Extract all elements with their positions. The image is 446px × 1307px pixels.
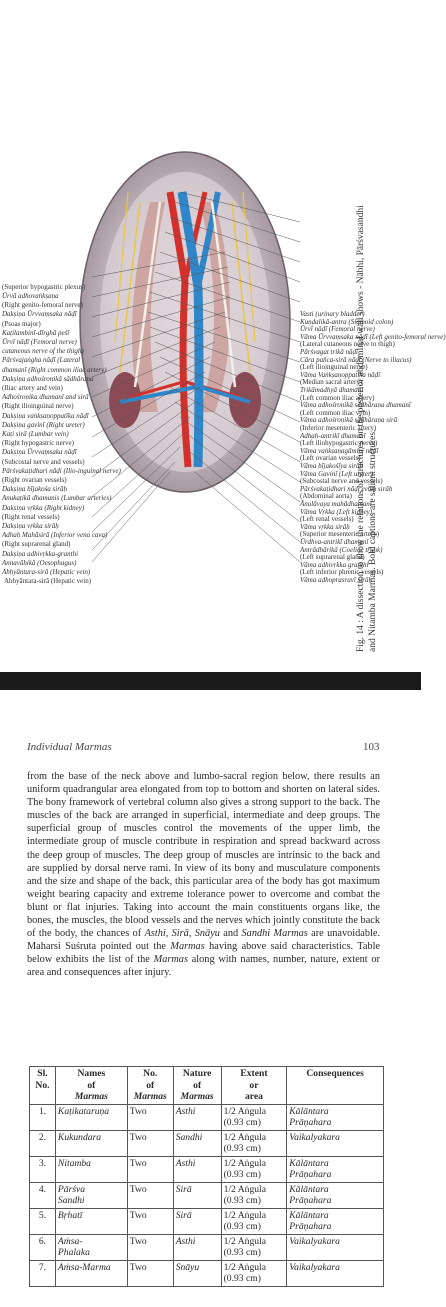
page-number: 103	[363, 741, 380, 753]
figure-label: Abhyāntara-sirā (Hepatic vein)	[2, 568, 91, 576]
col-header-nature: Nature of Marmas	[173, 1067, 221, 1105]
table-row	[30, 1208, 384, 1234]
table-row	[30, 1182, 384, 1208]
figure-label: (Left renal vessels)	[300, 515, 354, 524]
figure-label: Dakṣiṇa bījakośa sirāḥ	[2, 485, 67, 494]
figure-label: (Left suprarenal gland)	[300, 553, 365, 562]
figure-label: Pārśvakaṭidhari nāḍi (Ilio-inguinal nerve)	[2, 466, 121, 475]
table-row	[30, 1260, 384, 1286]
figure-label: Vāma Vaṅkṣaṇoppatīka nāḍī	[300, 370, 381, 379]
figure-label: (Left inferior phrenic vessels)	[300, 568, 384, 577]
figure-label: Dakṣiṇa gavinī (Right ureter)	[2, 420, 85, 429]
figure-label: Ūrvā adhovaṅkṣaṇa	[2, 292, 59, 300]
figure-label: (Left ovarian vessels)	[300, 454, 361, 463]
cell-nature: Asthi	[173, 1104, 221, 1130]
cell-nature: Sandhi	[173, 1130, 221, 1156]
cell-number: Two	[127, 1182, 173, 1208]
running-header-title: Individual Marmas	[27, 741, 112, 753]
cell-nature: Sirā	[173, 1208, 221, 1234]
cell-consequence: Vaikalyakara	[287, 1234, 384, 1260]
figure-label: Adhaḥ Mahāsirā (Inferior vena cava)	[2, 531, 108, 540]
cell-extent: 1/2 Aṅgula (0.93 cm)	[221, 1130, 287, 1156]
col-header-consequences: Consequences	[287, 1067, 384, 1105]
figure-label: Cāra pañca-sirā nāḍī (Nerve to iliacus)	[300, 355, 412, 364]
cell-nature: Asthi	[173, 1156, 221, 1182]
cell-number: Two	[127, 1208, 173, 1234]
figure-label: (Subcostal nerve and vessels)	[2, 457, 85, 466]
figure-label: Dakṣiṇa adhośroṇikā sādhāraṇa	[2, 374, 94, 383]
figure-label: Vāma Gavinī (Left ureter)	[300, 469, 374, 478]
cell-marma-name: Bṛhatī	[55, 1208, 127, 1234]
figure-label: (Right suprarenal gland)	[2, 540, 71, 549]
cell-nature: Snāyu	[173, 1260, 221, 1286]
cell-extent: 1/2 Aṅgula (0.93 cm)	[221, 1208, 287, 1234]
cell-marma-name: Nitamba	[55, 1156, 127, 1182]
paragraph-italic: Marmas	[153, 954, 188, 966]
figure-label: Vasti (urinary bladder)	[300, 310, 365, 318]
figure-label: (Left common iliac artery)	[300, 393, 375, 402]
cell-consequence: Vaikalyakara	[287, 1130, 384, 1156]
figure-label: (Median sacral artery)	[300, 378, 363, 387]
table-body	[30, 1104, 384, 1286]
figure-label: Vāma adhośroṇikā sādhāraṇa dhamanī	[300, 401, 411, 410]
figure-caption-line1: Fig. 14 : A dissection to show the relations of structures on the posterior abdominal wall shows - Nābhi, Pārśvasandhi	[356, 205, 366, 652]
cell-sl: 3.	[30, 1156, 56, 1182]
paragraph-text: and	[219, 928, 242, 940]
figure-label: (Superior mesenteric artery)	[300, 530, 379, 539]
figure-label: (Left ilioinguinal nerve)	[300, 363, 368, 372]
text-page	[0, 690, 421, 1307]
figure-label: dhamanī (Right common iliac artery)	[2, 365, 107, 374]
paragraph-italic: Marmas	[170, 941, 205, 953]
figure-label: Kaṭilambinī-dīrghā peśī	[2, 328, 70, 337]
figure-label: (Subcostal nerve and vessels)	[300, 477, 383, 486]
cell-number: Two	[127, 1156, 173, 1182]
figure-label: Antrādhārikā (Coeliac trunk)	[300, 545, 383, 554]
figure-label: Vāma adhoprasravī sirāḥ	[300, 576, 372, 584]
figure-label: Ūrdhva-antrikī dhamanī	[300, 538, 369, 546]
cell-sl: 4.	[30, 1182, 56, 1208]
cell-nature: Sirā	[173, 1182, 221, 1208]
figure-label: (Inferior mesenteric artery)	[300, 424, 377, 432]
figure-label: (Superior hypogastric plexus)	[2, 282, 86, 291]
figure-label: Pārśvagat trikā nāḍī	[300, 348, 358, 356]
figure-label: (Psoas major)	[2, 319, 41, 328]
figure-label: Dakṣiṇa adhivṛkka-granthi	[2, 549, 79, 558]
figure-label: Adhaḥ-antrikī dhamanī	[300, 431, 366, 440]
cell-number: Two	[127, 1260, 173, 1286]
marma-table	[29, 1066, 384, 1287]
table-row	[30, 1234, 384, 1260]
figure-label: Dakṣiṇa vṛkka (Right kidney)	[2, 503, 85, 512]
cell-consequence: Kālāntara Prāṇahara	[287, 1104, 384, 1130]
figure-label: Dakṣiṇa vaṅkṣaṇoppatīka nāḍī	[2, 411, 89, 420]
figure-label: (Right ovarian vessels)	[2, 476, 67, 484]
figure-label: (Left common iliac vein)	[300, 408, 371, 417]
cell-number: Two	[127, 1130, 173, 1156]
cell-marma-name: Kaṭikataruṇa	[55, 1104, 127, 1130]
figure-label: Dakṣiṇa vṛkka sirāḥ	[2, 522, 59, 530]
paragraph-text: along with names, number, nature, extent or area and consequences after injury.	[27, 954, 380, 979]
cell-sl: 6.	[30, 1234, 56, 1260]
figure-label: Vāma vṛkka sirāḥ	[300, 522, 350, 531]
figure-label: (Right ilioinguinal nerve)	[2, 402, 74, 411]
figure-label: Adhośroṇika dhamanī and sirā	[2, 393, 89, 402]
cell-sl: 7.	[30, 1260, 56, 1286]
figure-label: Annavāhikā (Oesophagus)	[2, 558, 77, 567]
cell-consequence: Kālāntara Prāṇahara	[287, 1208, 384, 1234]
figure-label: cutaneous nerve of the thigh)	[2, 347, 84, 356]
col-header-names: Names of Marmas	[55, 1067, 127, 1105]
figure-label: Kaṭi sirā (Lumbar vein)	[2, 430, 69, 438]
figure-label: Kuṇḍalikā-antra (Sigmoid colon)	[300, 317, 394, 326]
figure-label: Vāma adhivṛkka granthi	[300, 560, 369, 569]
figure-label: Pārśvakaṭidhari nāḍī evaṃ sirāḥ	[300, 484, 393, 493]
figure-label: Ūrvī nāḍī (Femoral nerve)	[300, 325, 375, 334]
cell-marma-name: Pārśva Sandhi	[55, 1182, 127, 1208]
figure-label: (Right genito-femoral nerve)	[2, 301, 83, 310]
col-header-sl: Sl. No.	[30, 1067, 56, 1105]
cell-extent: 1/2 Aṅgula (0.93 cm)	[221, 1156, 287, 1182]
figure-label: Vāma vaṅkṣaṇagāminī nāḍī	[300, 446, 379, 455]
cell-sl: 1.	[30, 1104, 56, 1130]
figure-label: (Abdominal aorta)	[300, 492, 352, 501]
cell-number: Two	[127, 1104, 173, 1130]
col-header-number: No. of Marmas	[127, 1067, 173, 1105]
figure-label: Pārśvajaṅgha nāḍī (Lateral	[2, 356, 81, 365]
cell-sl: 5.	[30, 1208, 56, 1234]
figure-label: Dakṣiṇa Ūrvvaṃsaka nāḍī	[2, 448, 77, 457]
cell-marma-name: Kukundara	[55, 1130, 127, 1156]
cell-sl: 2.	[30, 1130, 56, 1156]
cell-extent: 1/2 Aṅgula (0.93 cm)	[221, 1260, 287, 1286]
cell-marma-name: Aṁsa- Phalaka	[55, 1234, 127, 1260]
figure-label: Ānulāvaya mahādhamanī	[300, 500, 372, 508]
figure-label: Dakṣiṇa Ūrvvaṃsaka nāḍī	[2, 310, 77, 319]
label-column-left	[2, 17, 121, 577]
cell-consequence: Kālāntara Prāṇahara	[287, 1156, 384, 1182]
table-row	[30, 1104, 384, 1130]
cell-extent: 1/2 Aṅgula (0.93 cm)	[221, 1104, 287, 1130]
table-row	[30, 1130, 384, 1156]
cell-nature: Asthi	[173, 1234, 221, 1260]
figure-label: Anukaṭikā dhamanis (Lumbar arteries)	[2, 494, 112, 503]
figure-label: (Right hypogastric nerve)	[2, 439, 74, 448]
figure-label: (Left iliohypogastric nerve)	[300, 439, 378, 448]
cell-marma-name: Aṁsa-Marma	[55, 1260, 127, 1286]
col-header-extent: Extent or area	[221, 1067, 287, 1105]
figure-label: Vāma adhośroṇikā sādhāraṇa sirā	[300, 416, 398, 425]
figure-caption-line2: and Nitamba Marmas. Bold captions are salient structures.	[368, 429, 378, 652]
figure-label: Abhyāntara-sirā (Hepatic vein)	[4, 577, 92, 585]
figure-label: Trikāmadhyā dhamanī	[300, 386, 364, 394]
table-header-row	[30, 1067, 384, 1105]
cell-extent: 1/2 Aṅgula (0.93 cm)	[221, 1182, 287, 1208]
paragraph-italic: Asthi, Sirā, Snāyu	[144, 928, 220, 940]
figure-label: Vāma bījakośīya sirāḥ	[300, 462, 363, 470]
figure-caption	[355, 12, 379, 652]
paragraph-text: from the base of the neck above and lumbo-sacral region below, there results an uniform quadrangular area elongated from top to bottom and shorten on lateral sides. The bony framework of vertebral column also gives a strong support to the back. The muscles of the back are arranged in superficial, intermediate and deep groups. The superficial group of muscles control the movements of the upper limb, the intermediate group of muscle contribute in respiration and spread backward across the deep group of muscles. The deep group of muscles are intrinsic to the back and are supplied by dorsal nerve rami. In view of its bony and musculature components and the size and shape of the back, this particular area of the body has got maximum weight bearing capacity and extreme tolerance power to overcome and combat the blunt or flat injuries. Taking into account the main constituents organs like, the bones, the muscles, the blood vessels and the nerves which jointly constitute the back of the body, the chances of	[27, 771, 380, 940]
paragraph-italic: Sandhi Marmas	[241, 928, 308, 940]
figure-label: (Iliac artery and vein)	[2, 384, 63, 392]
cell-consequence: Kālāntara Prāṇahara	[287, 1182, 384, 1208]
table-row	[30, 1156, 384, 1182]
figure-label: Vāma Ūrvvaṃsaka nāḍī (Left genito-femoral nerve)	[300, 332, 446, 341]
paragraph-text: having above said characteristics. Table below exhibits the list of the	[27, 941, 380, 966]
figure-label: (Right renal vessels)	[2, 512, 60, 521]
figure-label: (Lateral cutaneous nerve to thigh)	[300, 340, 395, 349]
figure-label: Vāma Vṛkka (Left kidney)	[300, 507, 373, 516]
cell-number: Two	[127, 1234, 173, 1260]
paragraph-text: are unavoidable. Maharsi Suśruta pointed out the	[27, 928, 381, 953]
body-paragraph	[27, 770, 380, 980]
cell-consequence: Vaikalyakara	[287, 1260, 384, 1286]
figure-label: Ūrvī nāḍī (Femoral nerve)	[2, 338, 77, 346]
page-divider	[0, 672, 421, 690]
cell-extent: 1/2 Aṅgula (0.93 cm)	[221, 1234, 287, 1260]
